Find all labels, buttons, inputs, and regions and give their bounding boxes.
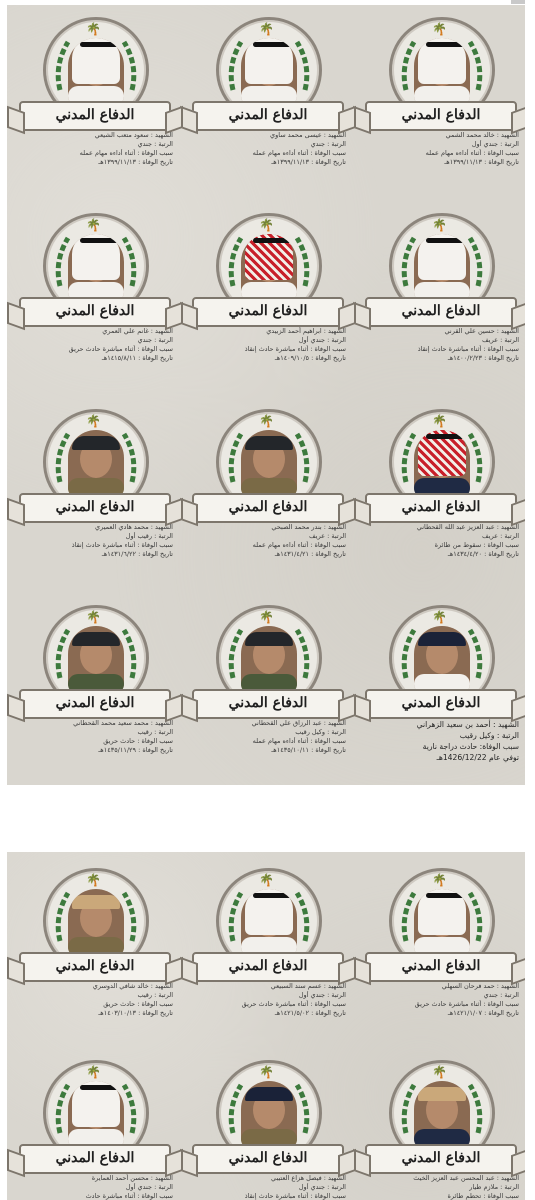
martyr-rank: الرتبة : جندي أول xyxy=(471,140,519,148)
martyr-portrait xyxy=(241,38,297,106)
death-cause: سبب الوفاة : حادث حريق xyxy=(103,1000,173,1008)
martyr-info xyxy=(359,131,519,167)
emblem-banner: الدفاع المدني xyxy=(192,1144,344,1174)
headwear xyxy=(72,1081,120,1127)
emblem-banner: الدفاع المدني xyxy=(192,493,344,523)
martyr-rank: الرتبة : رقيب xyxy=(137,991,173,999)
martyr-card xyxy=(7,9,179,199)
headwear xyxy=(245,38,293,84)
palm-swords-icon: 🌴 xyxy=(432,414,447,428)
palm-swords-icon: 🌴 xyxy=(259,414,274,428)
martyr-info xyxy=(359,523,519,559)
death-cause: سبب الوفاة : أثناء أداءه مهام عمله xyxy=(252,541,346,549)
martyr-card xyxy=(180,9,352,199)
martyr-card xyxy=(353,860,525,1050)
palm-swords-icon: 🌴 xyxy=(432,22,447,36)
palm-swords-icon: 🌴 xyxy=(259,873,274,887)
palm-swords-icon: 🌴 xyxy=(259,22,274,36)
martyr-info xyxy=(13,327,173,363)
martyr-info xyxy=(186,719,346,755)
martyr-info xyxy=(359,327,519,363)
headwear xyxy=(418,1087,466,1101)
headwear xyxy=(245,1087,293,1101)
martyr-name: الشهيد : حسين علي القرني xyxy=(444,327,519,335)
agal xyxy=(80,42,120,47)
martyr-card xyxy=(7,860,179,1050)
emblem-banner: الدفاع المدني xyxy=(192,101,344,131)
martyr-name: الشهيد : سعود متعب الشيعي xyxy=(94,131,173,139)
martyr-name: الشهيد : عبد المحسن عبد العزيز الخيث xyxy=(413,1174,519,1182)
death-cause: سبب الوفاة : أثناء مباشرة حادث حريق xyxy=(68,345,173,353)
emblem-banner: الدفاع المدني xyxy=(365,297,517,327)
death-date: تاريخ الوفاة : ١٣٩٩/١١/١٣هـ xyxy=(98,158,173,166)
emblem-banner: الدفاع المدني xyxy=(19,493,171,523)
death-date: تاريخ الوفاة : ١٤١٥/٨/١١هـ xyxy=(101,354,173,362)
headwear xyxy=(418,889,466,935)
headwear xyxy=(418,234,466,280)
emblem-banner: الدفاع المدني xyxy=(192,297,344,327)
martyr-name: الشهيد : ابراهيم أحمد الزبيدي xyxy=(266,327,346,335)
martyr-portrait xyxy=(68,430,124,498)
martyr-rank: الرتبة : جندي أول xyxy=(298,1183,346,1191)
martyr-rank: الرتبة : جندي أول xyxy=(298,991,346,999)
martyr-card xyxy=(7,401,179,591)
emblem-banner: الدفاع المدني xyxy=(19,1144,171,1174)
palm-swords-icon: 🌴 xyxy=(86,873,101,887)
martyr-info xyxy=(13,1174,173,1200)
death-date: تاريخ الوفاة : ١٤٢١/١/٠٧هـ xyxy=(447,1009,519,1017)
death-date: تاريخ الوفاة : ١٤٠٩/١٠/٥هـ xyxy=(274,354,346,362)
headwear xyxy=(418,430,466,476)
death-cause: سبب الوفاة : أثناء مباشرة حادث حريق xyxy=(241,1000,346,1008)
headwear xyxy=(245,632,293,646)
emblem-banner: الدفاع المدني xyxy=(19,101,171,131)
death-cause: سبب الوفاة : تحطم طائرة xyxy=(447,1192,519,1200)
death-date: تاريخ الوفاة : ١٣٩٩/١١/١٣هـ xyxy=(271,158,346,166)
emblem-banner: الدفاع المدني xyxy=(19,952,171,982)
death-date: تاريخ الوفاة : ١٤٠٠/٢/٢٣هـ xyxy=(447,354,519,362)
emblem-banner: الدفاع المدني xyxy=(192,952,344,982)
agal xyxy=(253,238,293,243)
martyr-portrait xyxy=(414,38,470,106)
death-cause: سبب الوفاة: حادث دراجة نارية xyxy=(422,742,519,751)
martyr-portrait xyxy=(68,234,124,302)
martyr-portrait xyxy=(414,430,470,498)
headwear xyxy=(72,632,120,646)
emblem-banner: الدفاع المدني xyxy=(19,689,171,719)
martyr-card xyxy=(353,401,525,591)
martyr-card xyxy=(353,597,525,785)
emblem-banner: الدفاع المدني xyxy=(19,297,171,327)
headwear xyxy=(72,436,120,450)
martyr-portrait xyxy=(68,1081,124,1149)
martyr-card xyxy=(180,205,352,395)
martyr-name: الشهيد : غانم علي العمري xyxy=(102,327,173,335)
martyr-rank: الرتبة : وكيل رقيب xyxy=(459,731,519,740)
martyr-info xyxy=(186,1174,346,1200)
martyr-info xyxy=(359,719,519,763)
martyr-name: الشهيد : محمد هادي العميري xyxy=(95,523,173,531)
emblem-banner: الدفاع المدني xyxy=(365,689,517,719)
memorial-panel-2 xyxy=(7,852,525,1200)
agal xyxy=(80,238,120,243)
martyr-card xyxy=(7,597,179,785)
martyr-rank: الرتبة : جندي أول xyxy=(125,1183,173,1191)
martyr-rank: الرتبة : عريف xyxy=(309,532,346,540)
martyr-name: الشهيد : بندر محمد الصبحي xyxy=(271,523,346,531)
death-cause: سبب الوفاة : أثناء أداءه مهام عمله xyxy=(252,149,346,157)
agal xyxy=(426,238,466,243)
martyr-rank: الرتبة : رقيب xyxy=(137,728,173,736)
palm-swords-icon: 🌴 xyxy=(259,610,274,624)
headwear xyxy=(72,38,120,84)
martyr-name: الشهيد : عبد العزيز عبد الله القحطاني xyxy=(416,523,519,531)
martyr-portrait xyxy=(241,889,297,957)
emblem-banner: الدفاع المدني xyxy=(365,952,517,982)
martyr-card xyxy=(180,401,352,591)
martyr-portrait xyxy=(68,626,124,694)
headwear xyxy=(245,889,293,935)
agal xyxy=(80,1085,120,1090)
martyr-name: الشهيد : عبد الرزاق علي القحطاني xyxy=(251,719,346,727)
martyr-rank: الرتبة : ملازم طيار xyxy=(469,1183,519,1191)
martyr-info xyxy=(186,131,346,167)
agal xyxy=(253,893,293,898)
martyr-card xyxy=(353,205,525,395)
palm-swords-icon: 🌴 xyxy=(259,1065,274,1079)
headwear xyxy=(245,234,293,280)
palm-swords-icon: 🌴 xyxy=(86,610,101,624)
death-cause: سبب الوفاة : أثناء مباشرة حادث حريق xyxy=(414,1000,519,1008)
martyr-portrait xyxy=(241,234,297,302)
palm-swords-icon: 🌴 xyxy=(86,1065,101,1079)
palm-swords-icon: 🌴 xyxy=(432,218,447,232)
agal xyxy=(426,42,466,47)
headwear xyxy=(72,234,120,280)
martyr-rank: الرتبة : وكيل رقيب xyxy=(295,728,346,736)
death-date: تاريخ الوفاة : ١٤٣١/٦/٢٢هـ xyxy=(101,550,173,558)
death-date: تاريخ الوفاة : ١٤٣١/٤/٢١هـ xyxy=(274,550,346,558)
martyr-portrait xyxy=(241,1081,297,1149)
death-cause: سبب الوفاة : حادث حريق xyxy=(103,737,173,745)
headwear xyxy=(418,632,466,646)
martyr-portrait xyxy=(241,430,297,498)
death-date: تاريخ الوفاة : ١٤٣٤/٤/٢٠هـ xyxy=(447,550,519,558)
palm-swords-icon: 🌴 xyxy=(432,873,447,887)
martyr-info xyxy=(13,523,173,559)
emblem-banner: الدفاع المدني xyxy=(365,101,517,131)
martyr-info xyxy=(359,982,519,1018)
martyr-name: الشهيد : فيصل هزاع العتيبي xyxy=(271,1174,346,1182)
death-date: تاريخ الوفاة : ١٤٣٥/١٠/١١هـ xyxy=(271,746,346,754)
headwear xyxy=(245,436,293,450)
martyr-name: الشهيد : خالد محمد الشمي xyxy=(445,131,519,139)
martyr-name: الشهيد : عيسى محمد ساوي xyxy=(270,131,346,139)
martyr-info xyxy=(13,982,173,1018)
agal xyxy=(253,42,293,47)
palm-swords-icon: 🌴 xyxy=(86,22,101,36)
martyr-card xyxy=(180,597,352,785)
martyr-rank: الرتبة : رقيب أول xyxy=(125,532,173,540)
palm-swords-icon: 🌴 xyxy=(432,1065,447,1079)
death-date: تاريخ الوفاة : ١٣٩٩/١١/١٣هـ xyxy=(444,158,519,166)
martyr-rank: الرتبة : جندي xyxy=(137,140,173,148)
death-cause: سبب الوفاة : أثناء مباشرة حادث إنقاذ xyxy=(244,345,346,353)
martyr-card xyxy=(353,1052,525,1200)
martyr-info xyxy=(359,1174,519,1200)
emblem-banner: الدفاع المدني xyxy=(365,1144,517,1174)
martyr-info xyxy=(186,523,346,559)
martyr-rank: الرتبة : جندي xyxy=(483,991,519,999)
martyr-info xyxy=(13,719,173,755)
emblem-banner: الدفاع المدني xyxy=(365,493,517,523)
martyr-name: الشهيد : خالد شافي الدوسري xyxy=(92,982,173,990)
top-bar-edge xyxy=(511,0,525,4)
death-cause: سبب الوفاة : أثناء أداءه مهام عمله xyxy=(252,737,346,745)
martyr-name: الشهيد : حمد فرحان السهلي xyxy=(441,982,519,990)
martyr-portrait xyxy=(414,626,470,694)
agal xyxy=(426,893,466,898)
martyr-rank: الرتبة : جندي xyxy=(137,336,173,344)
martyr-portrait xyxy=(414,889,470,957)
martyr-portrait xyxy=(68,889,124,957)
death-cause: سبب الوفاة : أثناء مباشرة حادث xyxy=(85,1192,173,1200)
martyr-card xyxy=(353,9,525,199)
martyr-portrait xyxy=(414,1081,470,1149)
martyr-name: الشهيد : محمد سعيد محمد القحطاني xyxy=(73,719,173,727)
death-cause: سبب الوفاة : أثناء مباشرة حادث إنقاذ xyxy=(417,345,519,353)
martyr-card xyxy=(7,1052,179,1200)
martyr-name: الشهيد : عسم سند السبيعي xyxy=(270,982,346,990)
martyr-portrait xyxy=(68,38,124,106)
death-date: توفي عام 1426/12/22هـ xyxy=(436,753,519,762)
death-date: تاريخ الوفاة : ١٤٢١/٥/٠٢هـ xyxy=(274,1009,346,1017)
martyr-rank: الرتبة : جندي أول xyxy=(298,336,346,344)
martyr-info xyxy=(13,131,173,167)
martyr-card xyxy=(180,860,352,1050)
martyr-info xyxy=(186,982,346,1018)
martyr-portrait xyxy=(414,234,470,302)
martyr-rank: الرتبة : عريف xyxy=(482,532,519,540)
palm-swords-icon: 🌴 xyxy=(432,610,447,624)
death-date: تاريخ الوفاة : ١٤٠٣/١٠/١٣هـ xyxy=(98,1009,173,1017)
headwear xyxy=(72,895,120,909)
death-cause: سبب الوفاة : أثناء مباشرة حادث إنقاذ xyxy=(71,541,173,549)
emblem-banner: الدفاع المدني xyxy=(192,689,344,719)
agal xyxy=(426,434,466,439)
headwear xyxy=(418,38,466,84)
death-cause: سبب الوفاة : أثناء أداءه مهام عمله xyxy=(79,149,173,157)
martyr-rank: الرتبة : جندي xyxy=(310,140,346,148)
martyr-rank: الرتبة : عريف xyxy=(482,336,519,344)
death-cause: سبب الوفاة : سقوط من طائرة xyxy=(434,541,519,549)
death-cause: سبب الوفاة : أثناء أداءه مهام عمله xyxy=(425,149,519,157)
palm-swords-icon: 🌴 xyxy=(86,414,101,428)
death-date: تاريخ الوفاة : ١٤٣٥/١١/٢٩هـ xyxy=(98,746,173,754)
martyr-card xyxy=(7,205,179,395)
martyr-portrait xyxy=(241,626,297,694)
martyr-card xyxy=(180,1052,352,1200)
palm-swords-icon: 🌴 xyxy=(259,218,274,232)
memorial-panel-1 xyxy=(7,5,525,785)
death-cause: سبب الوفاة : أثناء مباشرة حادث إنقاذ xyxy=(244,1192,346,1200)
top-bar xyxy=(0,0,535,4)
palm-swords-icon: 🌴 xyxy=(86,218,101,232)
martyr-name: الشهيد : أحمد بن سعيد الزهراني xyxy=(416,720,519,729)
martyr-name: الشهيد : محسن أحمد العمايرة xyxy=(91,1174,173,1182)
martyr-info xyxy=(186,327,346,363)
